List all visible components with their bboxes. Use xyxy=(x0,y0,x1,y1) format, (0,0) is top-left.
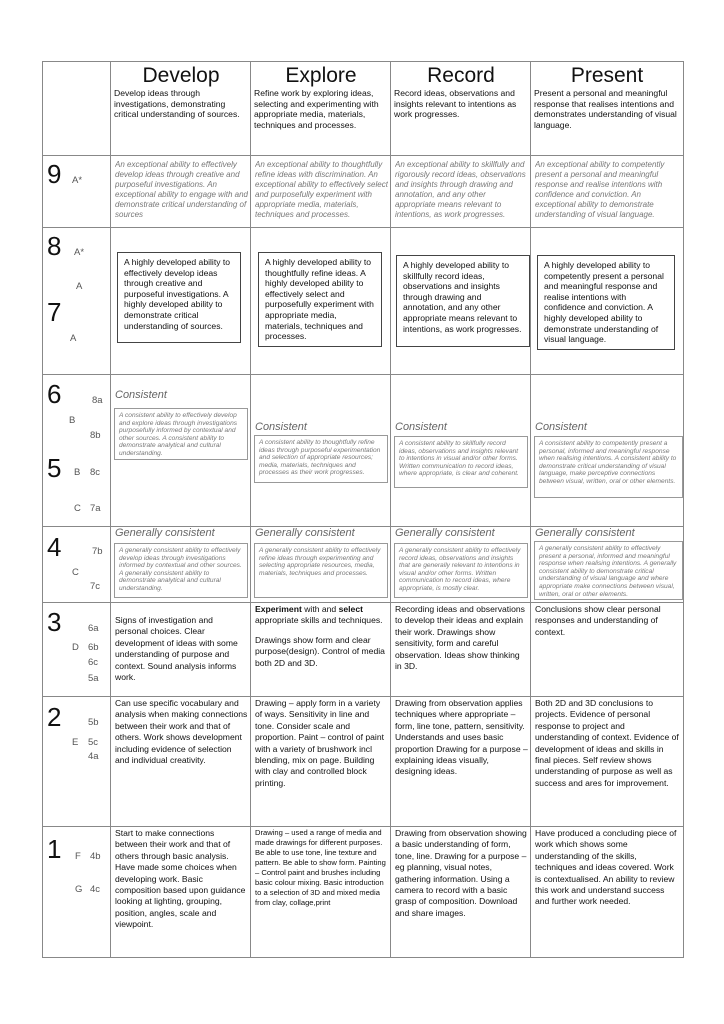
level-subtitle: Generally consistent xyxy=(115,527,215,539)
grade-label: B xyxy=(74,467,81,478)
level-number: 6 xyxy=(47,379,62,409)
explore-text: appropriate skills and techniques. xyxy=(255,615,383,626)
level-subtitle: Generally consistent xyxy=(535,527,635,539)
grade-label: A* xyxy=(72,175,83,186)
level-subtitle: Consistent xyxy=(395,421,447,433)
grid-line xyxy=(42,61,43,958)
descriptor-present: Conclusions show clear personal responses and understanding of context. xyxy=(535,604,661,637)
level-subtitle: Generally consistent xyxy=(395,527,495,539)
level-number: 3 xyxy=(47,607,62,637)
grade-label: 7c xyxy=(90,581,101,592)
grade-label: 4a xyxy=(88,751,99,762)
level-number: 1 xyxy=(47,834,62,864)
descriptor-explore: A consistent ability to thoughtfully refine ideas through purposeful experimentation and selection of appropriate resources; media, materials, techniques and processes as their work progresses. xyxy=(254,435,388,483)
header-title: Develop xyxy=(142,64,220,87)
select-word: select xyxy=(338,604,363,614)
header-desc: Develop ideas through investigations, demonstrating critical understanding of sources. xyxy=(114,88,240,120)
grade-label: F xyxy=(75,851,81,862)
grid-line xyxy=(530,61,531,958)
grade-label: 5c xyxy=(88,737,99,748)
descriptor-explore: Drawing – used a range of media and made drawings for different purposes. Be able to use tone, line texture and pattern. Be able to show form. Painting – Control paint and brushes including basic colour mixing. Basic introduction to a selection of 3D and mixed media from clay, collage,print xyxy=(255,828,386,907)
level-subtitle: Generally consistent xyxy=(255,527,355,539)
level-subtitle: Consistent xyxy=(115,389,167,401)
grid-line xyxy=(42,826,684,827)
grid-line xyxy=(42,602,684,603)
explore-text: with and xyxy=(301,604,339,614)
level-subtitle: Consistent xyxy=(255,421,307,433)
grid-line xyxy=(110,61,111,958)
descriptor-record: An exceptional ability to skillfully and rigorously record ideas, observations and insights through drawing and annotation, and any other appropriate means relevant to intentions, as work progresses. xyxy=(395,160,526,219)
level-number: 4 xyxy=(47,532,62,562)
header-develop xyxy=(114,64,248,154)
descriptor-develop: An exceptional ability to effectively develop ideas through creative and purposeful investigations. An exceptional ability to engage with and demonstrate critical understanding of sources xyxy=(115,160,248,219)
experiment-word: Experiment xyxy=(255,604,302,614)
descriptor-explore: An exceptional ability to thoughtfully refine ideas with discrimination. An exceptional ability to effectively select and purposefully experiment with appropriate media, materials, techniques and processes. xyxy=(255,160,388,219)
header-explore xyxy=(254,64,388,154)
descriptor-present: A highly developed ability to competently present a personal and meaningful response and realise intentions with confidence and conviction. A highly developed ability to demonstrate understanding of visual language. xyxy=(537,255,675,350)
grade-label: 8c xyxy=(90,467,101,478)
grade-label: 8a xyxy=(92,395,103,406)
grade-label: 6b xyxy=(88,642,99,653)
grid-line xyxy=(390,61,391,958)
descriptor-develop: A consistent ability to effectively develop and explore ideas through investigations purposefully informed by contextual and other sources. A consistent ability to demonstrate analytical and cultural understanding. xyxy=(114,408,248,460)
level-subtitle: Consistent xyxy=(535,421,587,433)
grid-line xyxy=(42,957,684,958)
grade-label: 5b xyxy=(88,717,99,728)
grade-label: C xyxy=(72,567,79,578)
grade-label: 6c xyxy=(88,657,99,668)
assessment-grid xyxy=(42,61,684,958)
descriptor-explore: A generally consistent ability to effectively refine ideas through experimenting and selecting appropriate resources, media, materials, techniques and processes. xyxy=(254,543,388,598)
descriptor-develop: A generally consistent ability to effectively develop ideas through investigations informed by contextual and other sources. A generally consistent ability to demonstrate analytical and cultural understanding. xyxy=(114,543,248,598)
grade-label: 7a xyxy=(90,503,101,514)
grade-label: B xyxy=(69,415,76,426)
header-title: Explore xyxy=(285,64,357,87)
grid-line xyxy=(42,227,684,228)
descriptor-present: A generally consistent ability to effectively present a personal, informed and meaningful response when realising intentions. A generally consistent ability to demonstrate critical understanding of visual language and where appropriate make connections between visual, written, oral or other elements. xyxy=(534,541,683,600)
grid-line xyxy=(683,61,684,958)
descriptor-record: Recording ideas and observations to develop their ideas and explain their work. Drawings show sensitivity, form and careful observation. Ideas show thinking in 3D. xyxy=(395,604,525,672)
header-title: Present xyxy=(570,64,644,87)
level-number: 8 xyxy=(47,231,62,261)
explore-line-1 xyxy=(255,604,388,627)
descriptor-record: A consistent ability to skillfully record ideas, observations and insights relevant to intentions in visual and/or other forms. Written communication to record ideas, where appropriate, is clear and coherent. xyxy=(394,436,528,488)
descriptor-develop: Start to make connections between their work and that of others through basic analysis. Have made some choices when developing work. Basic composition based upon guidance looking at lighting, grouping, position, angles, scale and viewpoint. xyxy=(115,828,246,930)
grade-label: D xyxy=(72,642,79,653)
descriptor-develop: Signs of investigation and personal choices. Clear development of ideas with some understanding of purpose and context. Sound analysis informs work. xyxy=(115,615,238,683)
header-present xyxy=(534,64,680,154)
grid-line xyxy=(250,61,251,958)
descriptor-present: A consistent ability to competently present a personal, informed and meaningful response when realising intentions. A consistent ability to demonstrate critical understanding of visual language, make perceptive connections between visual, written, oral or other elements. xyxy=(534,436,683,498)
level-number: 2 xyxy=(47,702,62,732)
descriptor-explore xyxy=(255,604,388,694)
descriptor-develop: A highly developed ability to effectively develop ideas through creative and purposeful investigations. A highly developed ability to demonstrate critical understanding of sources. xyxy=(117,252,241,343)
grid-line xyxy=(42,61,684,62)
grade-label: A xyxy=(76,281,83,292)
descriptor-record: A generally consistent ability to effectively record ideas, observations and insights that are generally relevant to intentions in visual and/or other forms. Written communication to record ideas, where appropriate, is mostly clear. xyxy=(394,543,528,598)
header-desc: Refine work by exploring ideas, selecting and experimenting with appropriate media, materials, techniques and processes. xyxy=(254,88,379,130)
grade-label: C xyxy=(74,503,81,514)
descriptor-explore: A highly developed ability to thoughtfully refine ideas. A highly developed ability to effectively select and purposefully experiment with appropriate media, materials, techniques and processes. xyxy=(258,252,382,347)
grade-label: 4c xyxy=(90,884,101,895)
grade-label: A xyxy=(70,333,77,344)
descriptor-present: Both 2D and 3D conclusions to projects. Evidence of personal response to project and understanding of context. Evidence of development of ideas and skills in final pieces. Self review shows understanding of purpose as well as success and ares for improvement. xyxy=(535,698,679,788)
grade-label: E xyxy=(72,737,79,748)
grade-label: G xyxy=(75,884,83,895)
grade-label: 7b xyxy=(92,546,103,557)
header-record xyxy=(394,64,528,154)
header-desc: Present a personal and meaningful response that realises intentions and demonstrates understanding of visual language. xyxy=(534,88,677,130)
grid-line xyxy=(42,374,684,375)
header-desc: Record ideas, observations and insights relevant to intentions as work progresses. xyxy=(394,88,517,120)
grade-label: 8b xyxy=(90,430,101,441)
descriptor-develop: Can use specific vocabulary and analysis when making connections between their work and that of others. Work shows development including evidence of selection and individual creativity. xyxy=(115,698,248,766)
descriptor-record: A highly developed ability to skillfully record ideas, observations and insights through drawing and annotation, and any other appropriate means relevant to intentions, as work progresses. xyxy=(396,255,530,347)
descriptor-record: Drawing from observation showing a basic understanding of form, tone, line. Drawing for a purpose – eg planning, visual notes, gathering information. Using a camera to record with a basic grasp of composition. Download and share images. xyxy=(395,828,527,918)
grid-line xyxy=(42,155,684,156)
grade-label: 5a xyxy=(88,673,99,684)
level-number: 7 xyxy=(47,297,62,327)
descriptor-present: An exceptional ability to competently present a personal and meaningful response and realise intentions with confidence and conviction. An exceptional ability to demonstrate understanding of visual language. xyxy=(535,160,665,219)
descriptor-present: Have produced a concluding piece of work which shows some understanding of the skills, techniques and ideas covered. Work is contextualised. An ability to review this work and understand success and further work needed. xyxy=(535,828,677,907)
descriptor-record: Drawing from observation applies techniques where appropriate – form, line tone, pattern, sensitivity. Understands and uses basic proportion Drawing for a purpose – explaining ideas visually, designing ideas. xyxy=(395,698,528,777)
header-title: Record xyxy=(427,64,495,87)
level-number: 5 xyxy=(47,453,62,483)
grade-label: A* xyxy=(74,247,85,258)
grid-line xyxy=(42,696,684,697)
grade-label: 6a xyxy=(88,623,99,634)
grade-label: 4b xyxy=(90,851,101,862)
explore-line-2: Drawings show form and clear purpose(design). Control of media both 2D and 3D. xyxy=(255,634,385,668)
level-number: 9 xyxy=(47,159,62,189)
descriptor-explore: Drawing – apply form in a variety of ways. Sensitivity in line and tone. Consider scale and proportion. Paint – control of paint with a variety of brushwork incl blending, mix on page. Building with clay and controlled block printing. xyxy=(255,698,384,788)
